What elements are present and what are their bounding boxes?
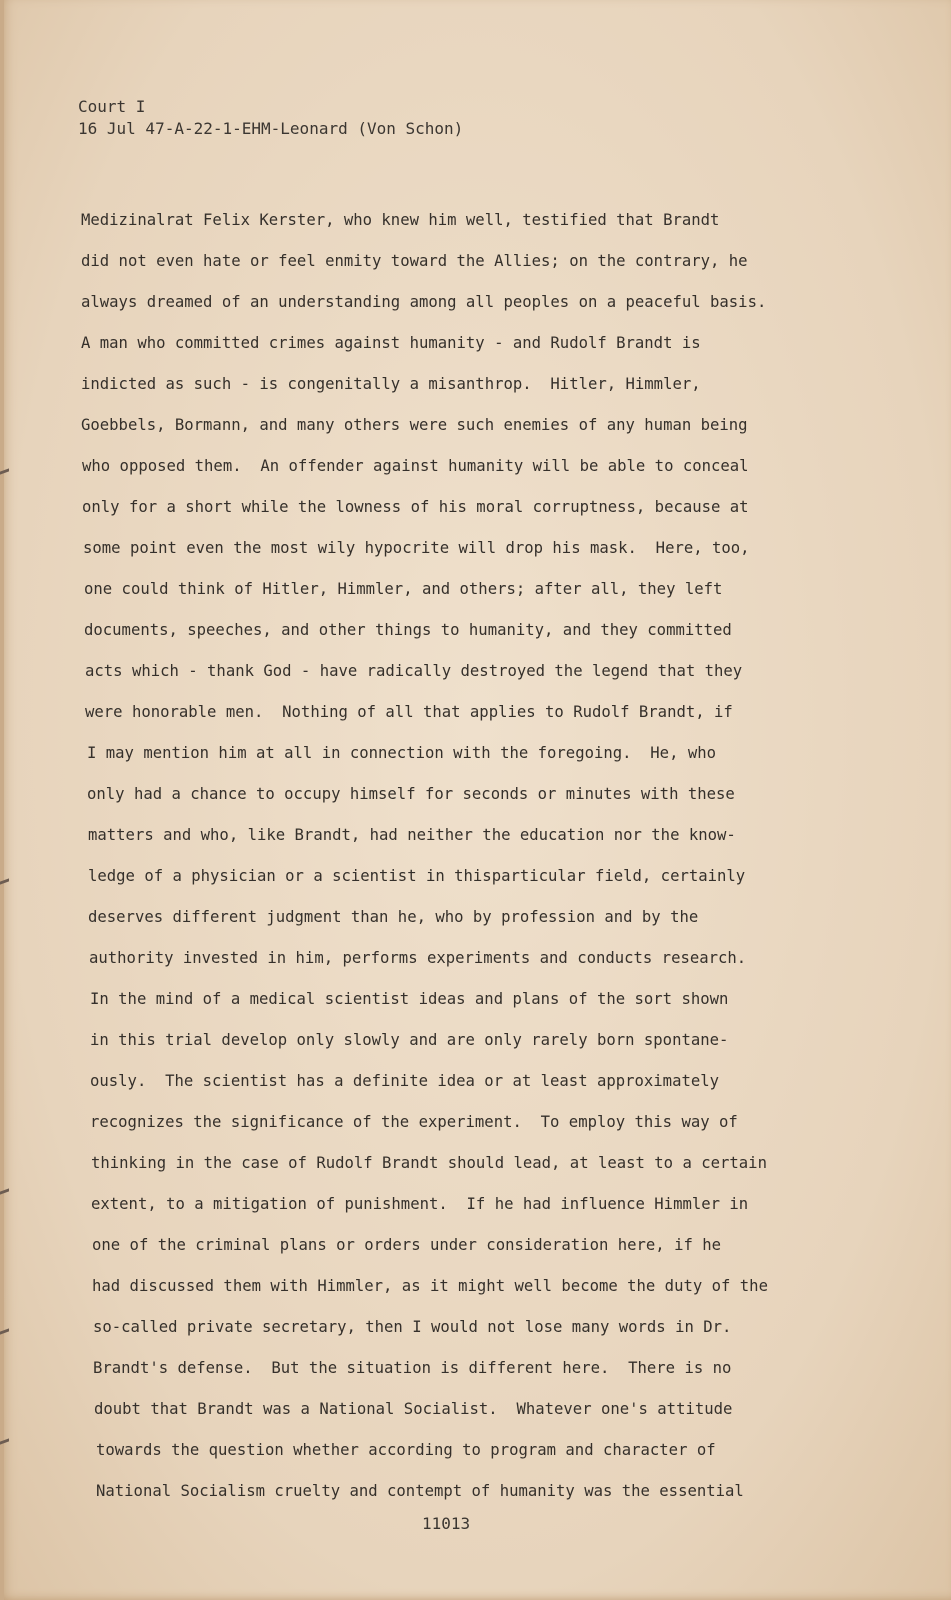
text-line: only for a short while the lowness of his moral corruptness, because at (82, 498, 749, 516)
transcript-body (81, 200, 841, 1512)
text-line: only had a chance to occupy himself for seconds or minutes with these (87, 785, 735, 803)
text-line: were honorable men. Nothing of all that applies to Rudolf Brandt, if (85, 703, 733, 721)
text-line: in this trial develop only slowly and are only rarely born spontane- (90, 1031, 729, 1049)
text-line: did not even hate or feel enmity toward the Allies; on the contrary, he (81, 252, 748, 270)
text-line: towards the question whether according to program and character of (96, 1441, 716, 1459)
text-line: ously. The scientist has a definite idea or at least approximately (90, 1072, 720, 1090)
text-line: ledge of a physician or a scientist in thisparticular field, certainly (88, 867, 746, 885)
text-line: National Socialism cruelty and contempt of humanity was the essential (96, 1482, 744, 1500)
text-line: acts which - thank God - have radically destroyed the legend that they (85, 662, 743, 680)
court-label: Court I (78, 97, 146, 116)
text-line: doubt that Brandt was a National Socialist. Whatever one's attitude (94, 1400, 733, 1418)
text-line: indicted as such - is congenitally a misanthrop. Hitler, Himmler, (81, 375, 701, 393)
text-line: thinking in the case of Rudolf Brandt should lead, at least to a certain (91, 1154, 767, 1172)
text-line: Medizinalrat Felix Kerster, who knew him well, testified that Brandt (81, 211, 720, 229)
text-line: had discussed them with Himmler, as it might well become the duty of the (92, 1277, 768, 1295)
text-line: who opposed them. An offender against humanity will be able to conceal (82, 457, 749, 475)
text-line: recognizes the significance of the experiment. To employ this way of (90, 1113, 738, 1131)
text-line: some point even the most wily hypocrite will drop his mask. Here, too, (83, 539, 750, 557)
text-line: Goebbels, Bormann, and many others were such enemies of any human being (81, 416, 748, 434)
text-line: one of the criminal plans or orders under consideration here, if he (92, 1236, 722, 1254)
text-line: matters and who, like Brandt, had neither the education nor the know- (88, 826, 736, 844)
text-line: one could think of Hitler, Himmler, and others; after all, they left (84, 580, 723, 598)
text-line: always dreamed of an understanding among all peoples on a peaceful basis. (81, 293, 767, 311)
text-line: I may mention him at all in connection with the foregoing. He, who (87, 744, 717, 762)
text-line: so-called private secretary, then I would not lose many words in Dr. (93, 1318, 732, 1336)
text-line: A man who committed crimes against humanity - and Rudolf Brandt is (81, 334, 701, 352)
page-number: 11013 (422, 1514, 471, 1533)
text-line: Brandt's defense. But the situation is different here. There is no (93, 1359, 732, 1377)
document-reference: 16 Jul 47-A-22-1-EHM-Leonard (Von Schon) (78, 119, 464, 138)
page-left-edge (0, 0, 4, 1600)
text-line: deserves different judgment than he, who by profession and by the (88, 908, 699, 926)
document-header (78, 96, 463, 140)
text-line: documents, speeches, and other things to humanity, and they committed (84, 621, 732, 639)
text-line: In the mind of a medical scientist ideas and plans of the sort shown (90, 990, 729, 1008)
text-line: extent, to a mitigation of punishment. If he had influence Himmler in (91, 1195, 749, 1213)
text-line: authority invested in him, performs experiments and conducts research. (89, 949, 747, 967)
